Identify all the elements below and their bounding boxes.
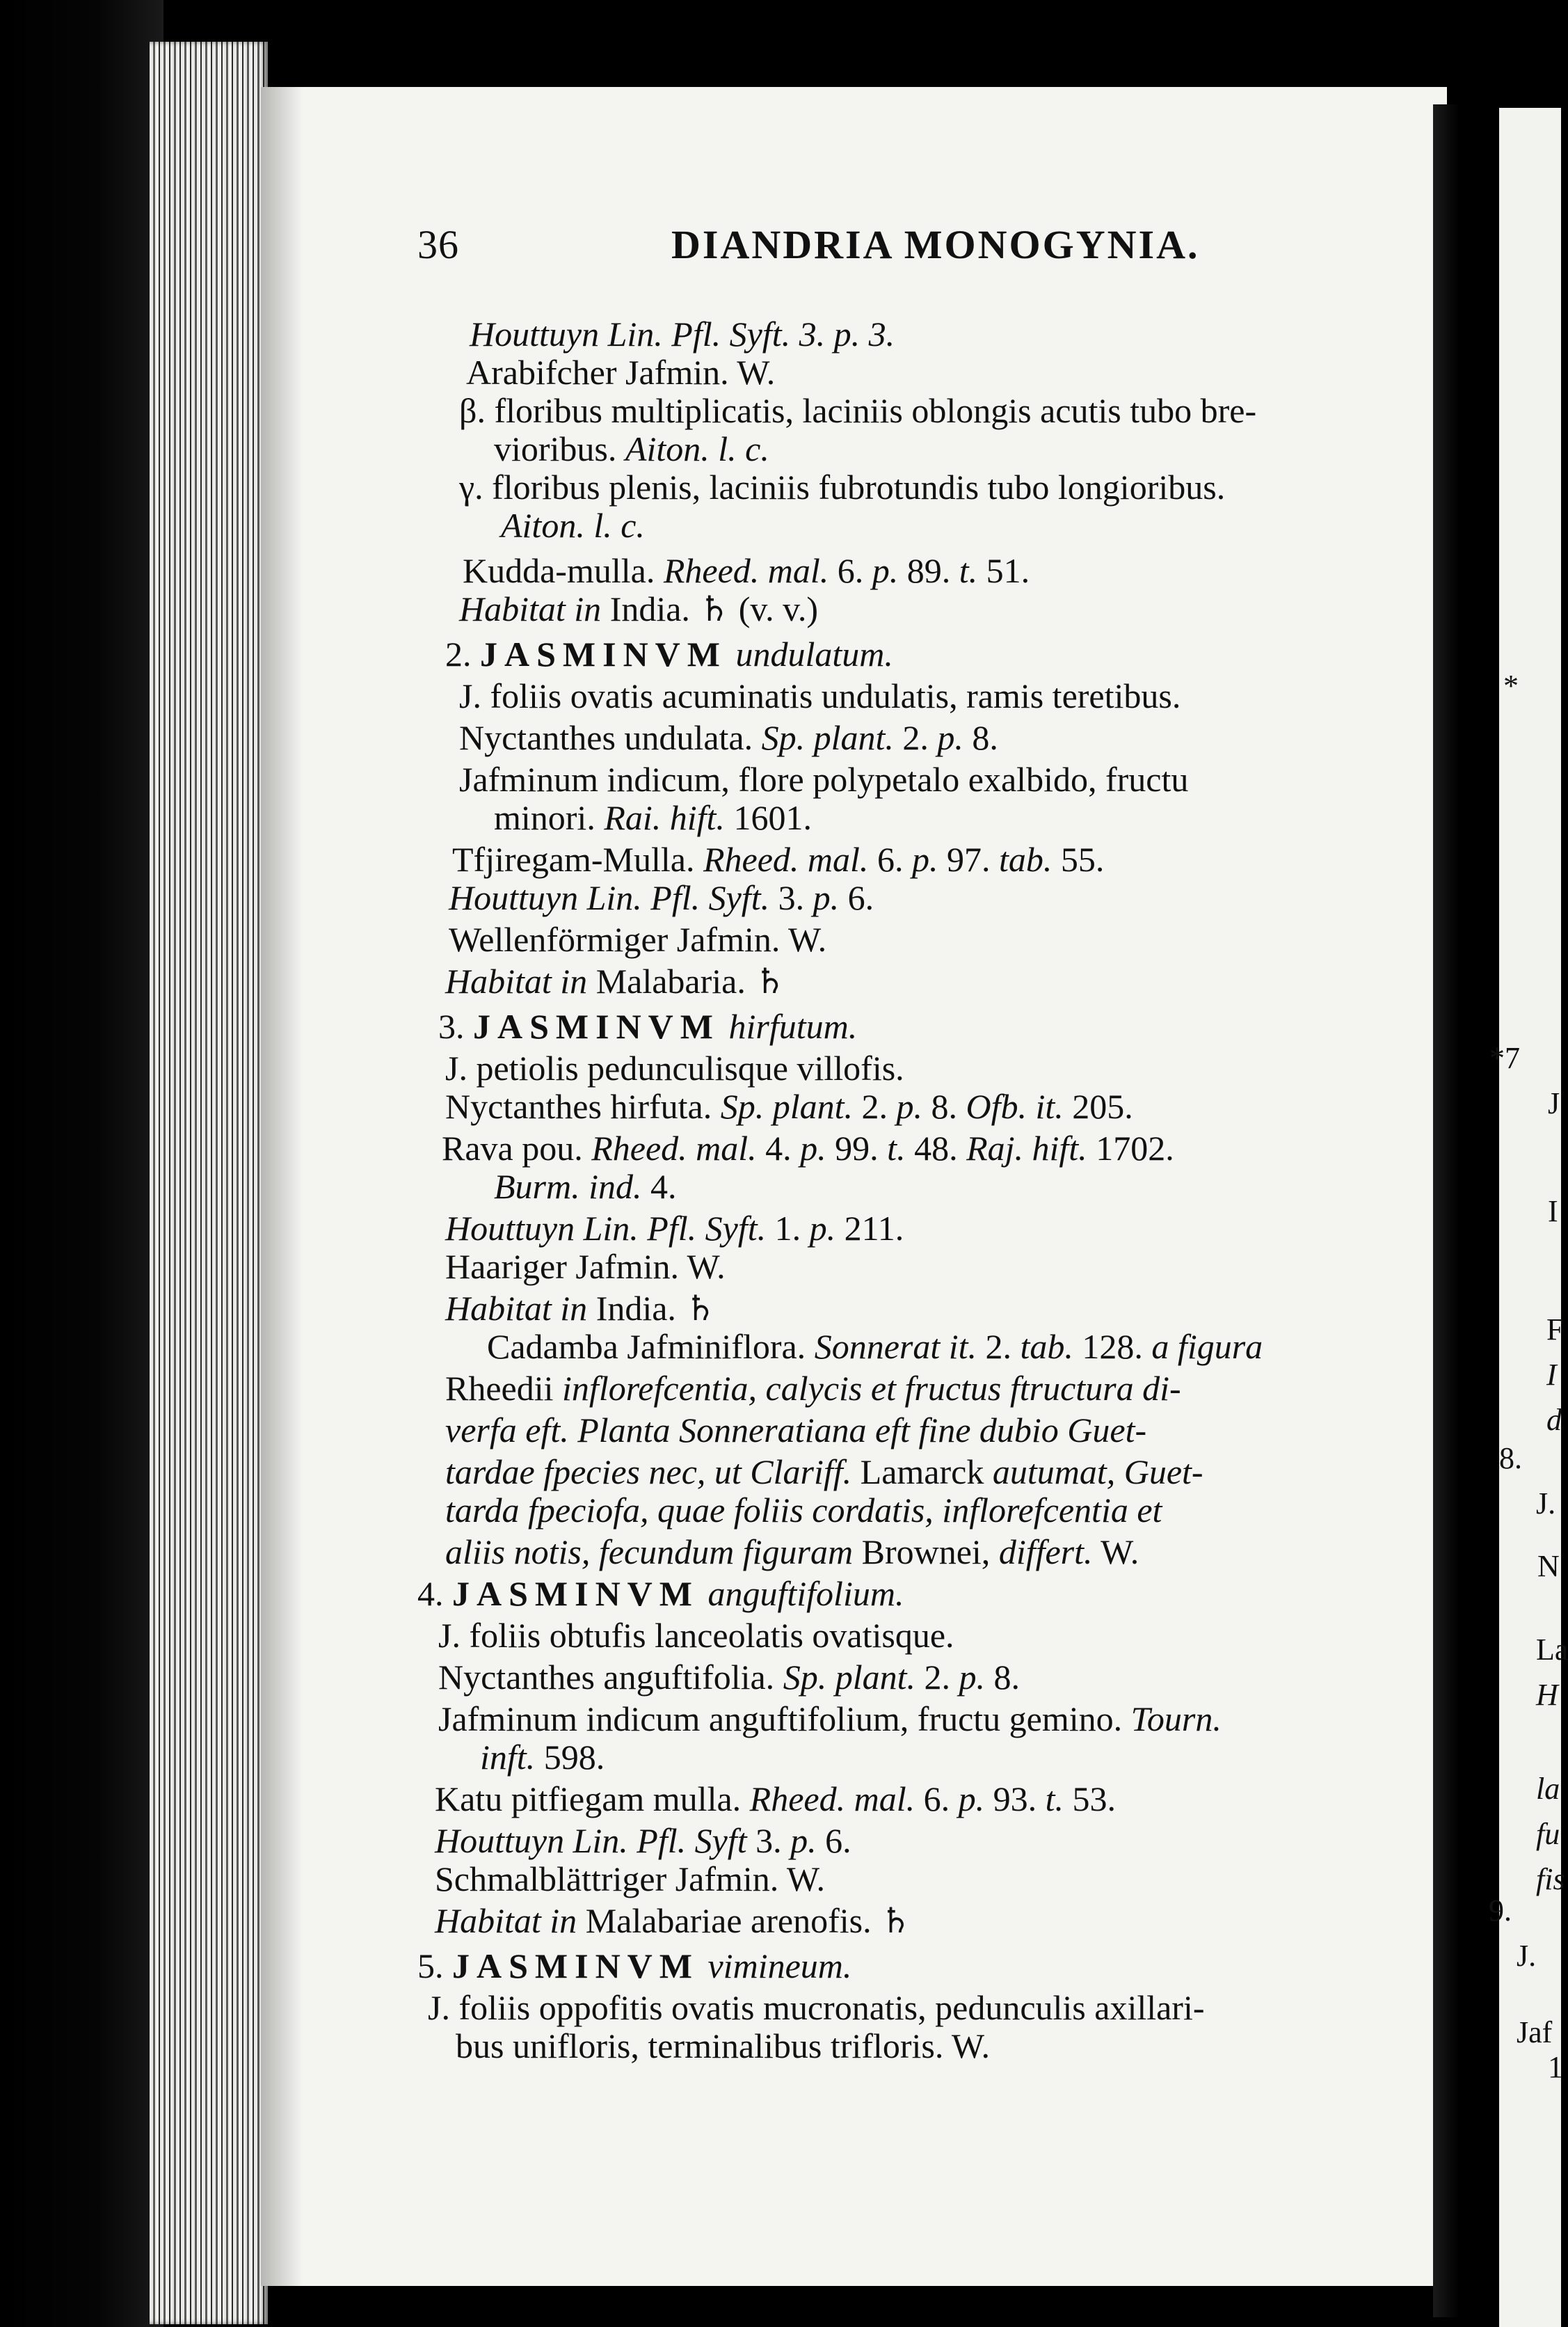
text-line bbox=[459, 390, 1256, 431]
next-page-fragment bbox=[1489, 108, 1568, 2327]
roman-text: 2. bbox=[893, 718, 938, 757]
roman-text: bus unifloris, terminalibus trifloris. W. bbox=[456, 2026, 991, 2065]
roman-text: Brownei, bbox=[853, 1532, 999, 1571]
text-line bbox=[435, 1820, 851, 1861]
italic-text: tab. bbox=[998, 840, 1053, 879]
italic-text: Habitat in bbox=[459, 589, 602, 628]
italic-text: Houttuyn Lin. Pfl. Syft. 3. p. 3. bbox=[470, 315, 895, 354]
next-page-text: La bbox=[1536, 1633, 1568, 1667]
text-line bbox=[452, 839, 1104, 880]
roman-text: 6. bbox=[816, 1821, 851, 1860]
next-page-text: 9. bbox=[1489, 1893, 1512, 1928]
text-line bbox=[449, 919, 826, 960]
italic-text: p. bbox=[937, 718, 963, 757]
roman-text: 4. bbox=[756, 1129, 801, 1168]
roman-text: 53. bbox=[1064, 1779, 1117, 1818]
page-edges bbox=[150, 42, 268, 2324]
text-line bbox=[459, 717, 998, 759]
italic-text: p. bbox=[800, 1129, 826, 1168]
roman-text: Malabariae arenofis. ♄ bbox=[577, 1901, 911, 1940]
italic-text: tardae fpecies nec, ut Clariff. bbox=[445, 1452, 852, 1491]
italic-text: anguftifolium. bbox=[698, 1574, 904, 1613]
genus-name: JASMINVM bbox=[473, 1007, 720, 1046]
text-line bbox=[445, 1367, 1181, 1409]
genus-name: JASMINVM bbox=[452, 1574, 699, 1613]
italic-text: Burm. ind. bbox=[494, 1167, 642, 1206]
roman-text: 6. bbox=[829, 551, 872, 590]
next-page-text: 8. bbox=[1499, 1441, 1522, 1475]
italic-text: p. bbox=[809, 1209, 836, 1248]
roman-text: Jafminum indicum, flore polypetalo exalbido, fructu bbox=[459, 760, 1189, 799]
next-page-text: Jaf bbox=[1517, 2015, 1553, 2049]
text-line bbox=[459, 675, 1181, 717]
next-page-text: 1 bbox=[1548, 2050, 1563, 2084]
text-line bbox=[480, 1736, 605, 1778]
roman-text: 211. bbox=[835, 1209, 904, 1248]
italic-text: Raj. hift. bbox=[966, 1129, 1087, 1168]
next-page-text: *7 bbox=[1489, 1041, 1520, 1075]
roman-text: Rava pou. bbox=[442, 1129, 592, 1168]
roman-text: 3. bbox=[746, 1821, 791, 1860]
roman-text: 89. bbox=[898, 551, 959, 590]
text-line bbox=[494, 797, 812, 839]
italic-text: Houttuyn Lin. Pfl. Syft. bbox=[445, 1209, 767, 1248]
text-line bbox=[459, 466, 1225, 508]
text-line bbox=[445, 1489, 1162, 1531]
roman-text: 4. bbox=[641, 1167, 677, 1206]
italic-text: Habitat in bbox=[435, 1901, 577, 1940]
italic-text: p. bbox=[872, 551, 899, 590]
text-line bbox=[487, 1326, 1263, 1367]
text-line bbox=[435, 1778, 1116, 1820]
text-line bbox=[438, 1006, 857, 1047]
text-line bbox=[445, 1207, 904, 1249]
roman-text: 8. bbox=[922, 1087, 966, 1126]
text-line bbox=[501, 505, 645, 546]
italic-text: Rai. hift. bbox=[604, 798, 725, 837]
roman-text: Kudda-mulla. bbox=[463, 551, 664, 590]
text-line bbox=[438, 1656, 1020, 1698]
italic-text: Sonnerat it. bbox=[814, 1327, 977, 1366]
italic-text: Houttuyn Lin. Pfl. Syft bbox=[435, 1821, 747, 1860]
roman-text: 48. bbox=[905, 1129, 967, 1168]
next-page-text: la bbox=[1536, 1772, 1560, 1806]
roman-text: 3. bbox=[438, 1007, 473, 1046]
roman-text: Lamarck bbox=[851, 1452, 993, 1491]
text-line bbox=[445, 1287, 716, 1329]
italic-text: Sp. plant. bbox=[783, 1658, 915, 1697]
page-gutter-shadow bbox=[261, 87, 303, 2286]
italic-text: Aiton. l. c. bbox=[501, 506, 645, 545]
italic-text: Rheed. mal. bbox=[591, 1129, 757, 1168]
roman-text: Katu pitfiegam mulla. bbox=[435, 1779, 750, 1818]
roman-text: India. ♄ (v. v.) bbox=[601, 589, 819, 628]
roman-text: 1. bbox=[766, 1209, 810, 1248]
next-page-text: J bbox=[1548, 1086, 1560, 1120]
roman-text: vioribus. bbox=[494, 429, 625, 468]
roman-text: India. ♄ bbox=[587, 1289, 717, 1328]
roman-text: 2. bbox=[977, 1327, 1021, 1366]
page-number: 36 bbox=[417, 222, 459, 267]
next-page-text: F bbox=[1546, 1312, 1564, 1347]
italic-text: Rheed. mal. bbox=[703, 840, 869, 879]
italic-text: verfa eft. Planta Sonneratiana eft fine dubio Guet- bbox=[445, 1411, 1147, 1450]
roman-text: 598. bbox=[535, 1738, 605, 1777]
italic-text: t. bbox=[1045, 1779, 1064, 1818]
roman-text: J. petiolis pedunculisque villofis. bbox=[445, 1049, 904, 1088]
roman-text: Malabaria. ♄ bbox=[587, 962, 786, 1001]
italic-text: p. bbox=[911, 840, 938, 879]
next-page-text: fu bbox=[1536, 1817, 1560, 1851]
next-page-text: * bbox=[1503, 669, 1519, 703]
roman-text: 93. bbox=[984, 1779, 1046, 1818]
roman-text: 51. bbox=[977, 551, 1030, 590]
text-line bbox=[445, 960, 785, 1002]
italic-text: Aiton. l. c. bbox=[625, 429, 769, 468]
text-line bbox=[466, 351, 775, 393]
next-page-text: J. bbox=[1517, 1939, 1537, 1973]
roman-text: Arabifcher Jafmin. W. bbox=[466, 353, 776, 392]
italic-text: t. bbox=[959, 551, 978, 590]
text-line bbox=[459, 759, 1188, 800]
text-line bbox=[456, 2025, 990, 2067]
roman-text: 4. bbox=[417, 1574, 452, 1613]
text-line bbox=[435, 1900, 911, 1941]
roman-text: 1702. bbox=[1087, 1129, 1174, 1168]
roman-text: 6. bbox=[868, 840, 912, 879]
text-line bbox=[445, 1086, 1133, 1127]
italic-text: p. bbox=[896, 1087, 922, 1126]
roman-text: 205. bbox=[1063, 1087, 1133, 1126]
next-page-text: N bbox=[1537, 1549, 1560, 1583]
text-line bbox=[494, 1166, 677, 1207]
italic-text: Sp. plant. bbox=[761, 718, 894, 757]
italic-text: tarda fpeciofa, quae foliis cordatis, inflorefcentia et bbox=[445, 1491, 1162, 1530]
roman-text: 1601. bbox=[724, 798, 812, 837]
italic-text: p. bbox=[959, 1658, 985, 1697]
italic-text: vimineum. bbox=[698, 1946, 852, 1985]
right-page-shadow bbox=[1433, 104, 1499, 2317]
italic-text: Sp. plant. bbox=[720, 1087, 853, 1126]
genus-name: JASMINVM bbox=[480, 635, 727, 674]
roman-text: 55. bbox=[1052, 840, 1105, 879]
roman-text: Rheedii bbox=[445, 1369, 563, 1408]
text-line bbox=[470, 313, 895, 355]
roman-text: 97. bbox=[938, 840, 999, 879]
italic-text: Ofb. it. bbox=[966, 1087, 1064, 1126]
italic-text: Houttuyn Lin. Pfl. Syft. bbox=[449, 878, 770, 917]
roman-text: W. bbox=[1092, 1532, 1139, 1571]
text-line bbox=[442, 1127, 1174, 1169]
roman-text: J. foliis ovatis acuminatis undulatis, ramis teretibus. bbox=[459, 676, 1181, 715]
italic-text: t. bbox=[887, 1129, 906, 1168]
roman-text: Nyctanthes undulata. bbox=[459, 718, 762, 757]
running-head: DIANDRIA MONOGYNIA. bbox=[671, 222, 1200, 267]
text-line bbox=[494, 428, 769, 470]
roman-text: 6. bbox=[839, 878, 874, 917]
next-page-text: I bbox=[1548, 1194, 1558, 1228]
roman-text: minori. bbox=[494, 798, 605, 837]
roman-text: 2. bbox=[445, 635, 480, 674]
roman-text: 2. bbox=[915, 1658, 959, 1697]
italic-text: a figura bbox=[1151, 1327, 1263, 1366]
text-line bbox=[449, 877, 874, 919]
italic-text: Rheed. mal. bbox=[749, 1779, 915, 1818]
roman-text: γ. floribus plenis, laciniis fubrotundis tubo longioribus. bbox=[459, 468, 1226, 507]
roman-text: Cadamba Jafminiflora. bbox=[487, 1327, 815, 1366]
roman-text: 128. bbox=[1073, 1327, 1152, 1366]
roman-text: 6. bbox=[915, 1779, 959, 1818]
italic-text: p. bbox=[790, 1821, 817, 1860]
roman-text: 3. bbox=[769, 878, 813, 917]
text-line bbox=[438, 1614, 954, 1656]
roman-text: Jafminum indicum anguftifolium, fructu gemino. bbox=[438, 1699, 1131, 1738]
roman-text: Wellenförmiger Jafmin. W. bbox=[449, 920, 827, 959]
roman-text: Tfjiregam-Mulla. bbox=[452, 840, 703, 879]
italic-text: Tourn. bbox=[1130, 1699, 1222, 1738]
italic-text: p. bbox=[958, 1779, 985, 1818]
genus-name: JASMINVM bbox=[452, 1946, 699, 1985]
roman-text: Nyctanthes hirfuta. bbox=[445, 1087, 721, 1126]
roman-text: J. foliis oppofitis ovatis mucronatis, pedunculis axillari- bbox=[428, 1988, 1205, 2027]
text-line bbox=[445, 633, 893, 675]
italic-text: p. bbox=[813, 878, 840, 917]
roman-text: 8. bbox=[984, 1658, 1020, 1697]
book-spine-shadow bbox=[0, 0, 163, 2327]
text-line bbox=[435, 1858, 825, 1900]
italic-text: hirfutum. bbox=[719, 1007, 858, 1046]
italic-text: Habitat in bbox=[445, 1289, 588, 1328]
roman-text: 2. bbox=[853, 1087, 897, 1126]
text-line bbox=[445, 1531, 1139, 1573]
text-line bbox=[445, 1451, 1203, 1493]
italic-text: Rheed. mal. bbox=[663, 551, 829, 590]
italic-text: undulatum. bbox=[726, 635, 893, 674]
roman-text: Haariger Jafmin. W. bbox=[445, 1247, 726, 1286]
text-line bbox=[445, 1409, 1146, 1451]
roman-text: 8. bbox=[963, 718, 998, 757]
text-line bbox=[438, 1698, 1222, 1740]
italic-text: inft. bbox=[480, 1738, 536, 1777]
next-page-text: d bbox=[1546, 1403, 1562, 1437]
text-line bbox=[463, 550, 1030, 591]
roman-text: Schmalblättriger Jafmin. W. bbox=[435, 1859, 826, 1898]
italic-text: aliis notis, fecundum figuram bbox=[445, 1532, 854, 1571]
text-line bbox=[459, 588, 818, 630]
text-line bbox=[445, 1047, 904, 1089]
text-line bbox=[417, 1573, 904, 1614]
roman-text: J. foliis obtufis lanceolatis ovatisque. bbox=[438, 1616, 954, 1655]
next-page-text: H bbox=[1536, 1678, 1558, 1712]
next-page-text: I bbox=[1546, 1358, 1557, 1392]
italic-text: differt. bbox=[998, 1532, 1093, 1571]
text-line bbox=[417, 1945, 851, 1987]
italic-text: tab. bbox=[1020, 1327, 1073, 1366]
next-page-text: fis bbox=[1536, 1862, 1565, 1896]
text-line bbox=[445, 1246, 726, 1287]
roman-text: 5. bbox=[417, 1946, 452, 1985]
roman-text: Nyctanthes anguftifolia. bbox=[438, 1658, 783, 1697]
italic-text: inflorefcentia, calycis et fructus ftructura di- bbox=[562, 1369, 1181, 1408]
italic-text: autumat, Guet- bbox=[992, 1452, 1203, 1491]
roman-text: 99. bbox=[826, 1129, 888, 1168]
roman-text: β. floribus multiplicatis, laciniis oblongis acutis tubo bre- bbox=[459, 391, 1257, 430]
italic-text: Habitat in bbox=[445, 962, 588, 1001]
next-page-text: J. bbox=[1536, 1486, 1556, 1520]
text-line bbox=[428, 1987, 1205, 2028]
